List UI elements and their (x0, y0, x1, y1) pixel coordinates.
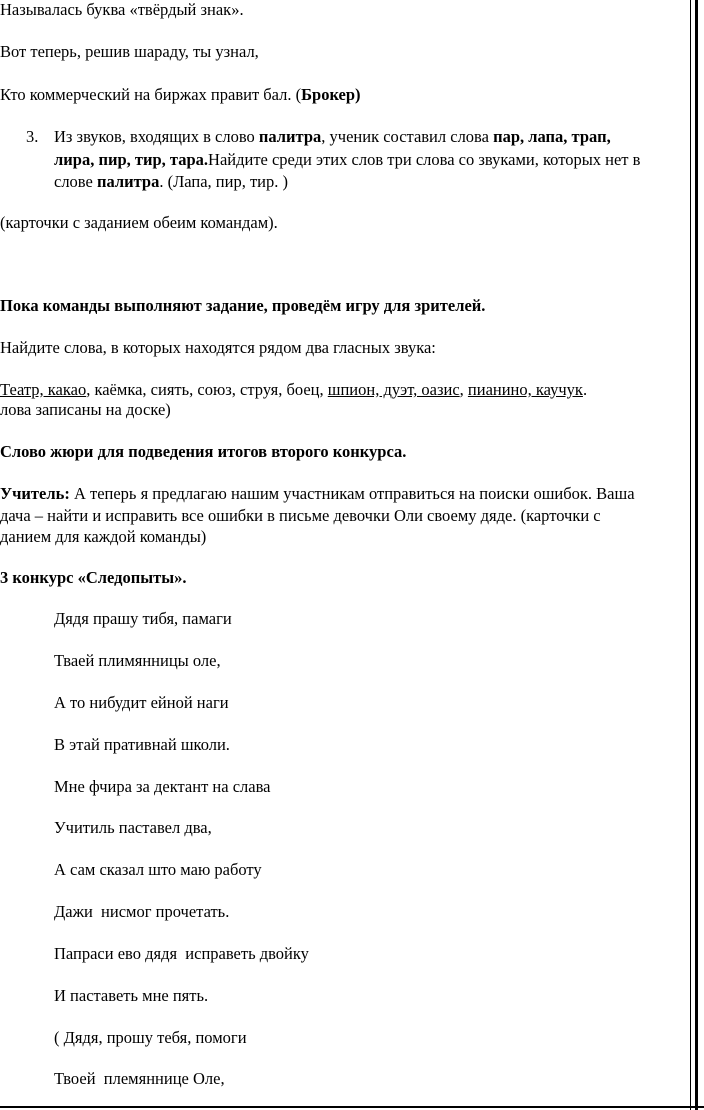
answer-broker: Брокер) (301, 85, 361, 104)
jury-heading: Слово жюри для подведения итогов второго конкурса. (0, 442, 407, 461)
poem-line: ( Дядя, прошу тебя, помоги (54, 1028, 247, 1047)
poem-line: Дядя прашу тибя, памаги (54, 609, 232, 628)
task3-text: Из звуков, входящих в слово (54, 127, 259, 146)
task3-text: слове (54, 172, 97, 191)
vowels-task: Найдите слова, в которых находятся рядом два гласных звука: (0, 338, 436, 357)
task3-number: 3. (26, 127, 39, 146)
task3-answer: . (Лапа, пир, тир. ) (159, 172, 288, 191)
poem-line: Твоей племяннице Оле, (54, 1069, 225, 1088)
task3-line-1 (54, 127, 611, 147)
vowel-words-plain: , (459, 380, 468, 399)
poem-line: А то нибудит ейной наги (54, 693, 229, 712)
vowel-words-underlined: Театр, какао (0, 380, 87, 399)
page-border-line-thick (695, 0, 698, 1110)
teacher-label: Учитель: (0, 484, 70, 503)
poem-line: Мне фчира за дектант на слава (54, 777, 271, 796)
task3-words: пар, лапа, трап, (493, 127, 611, 146)
contest3-heading: 3 конкурс «Следопыты». (0, 568, 187, 587)
task3-words: лира, пир, тир, тара. (54, 150, 209, 169)
intro-line-1: Называлась буква «твёрдый знак». (0, 0, 244, 19)
vowel-words-note: лова записаны на доске) (0, 400, 171, 419)
task3-text: Найдите среди этих слов три слова со звуками, которых нет в (208, 150, 641, 169)
page-border-line (690, 0, 691, 1110)
vowel-words-plain: , каёмка, сиять, союз, струя, боец, (86, 380, 328, 399)
intro-line-3-text: Кто коммерческий на биржах правит бал. ( (0, 85, 302, 104)
vowel-words-underlined: шпион, дуэт, оазис (327, 380, 460, 399)
intro-line-3 (0, 85, 361, 105)
task3-line-3 (54, 172, 288, 192)
spectators-heading: Пока команды выполняют задание, проведём игру для зрителей. (0, 296, 486, 315)
page-bottom-line (0, 1106, 704, 1108)
vowel-words-plain: . (582, 380, 588, 399)
task3-text: , ученик составил слова (321, 127, 494, 146)
poem-line: А сам сказал што маю работу (54, 860, 262, 879)
poem-line: Учитиль паставел два, (54, 818, 212, 837)
poem-line: Папраси ево дядя исправеть двойку (54, 944, 309, 963)
teacher-line-1 (0, 484, 635, 504)
teacher-line-3: данием для каждой команды) (0, 527, 207, 546)
teacher-line-2: дача – найти и исправить все ошибки в письме девочки Оли своему дяде. (карточки с (0, 506, 601, 525)
task3-line-2 (54, 150, 640, 170)
poem-line: И паставеть мне пять. (54, 986, 209, 1005)
poem-line: Тваей плимянницы оле, (54, 651, 221, 670)
teacher-text: А теперь я предлагаю нашим участникам отправиться на поиски ошибок. Ваша (69, 484, 635, 503)
intro-line-2: Вот теперь, решив шараду, ты узнал, (0, 42, 259, 61)
task3-keyword: палитра (258, 127, 322, 146)
task3-keyword: палитра (96, 172, 160, 191)
cards-note: (карточки с заданием обеим командам). (0, 213, 278, 232)
poem-line: В этай пративнай школи. (54, 735, 230, 754)
vowel-words-line (0, 380, 587, 400)
vowel-words-underlined: пианино, каучук (467, 380, 583, 399)
poem-line: Дажи нисмог прочетать. (54, 902, 230, 921)
